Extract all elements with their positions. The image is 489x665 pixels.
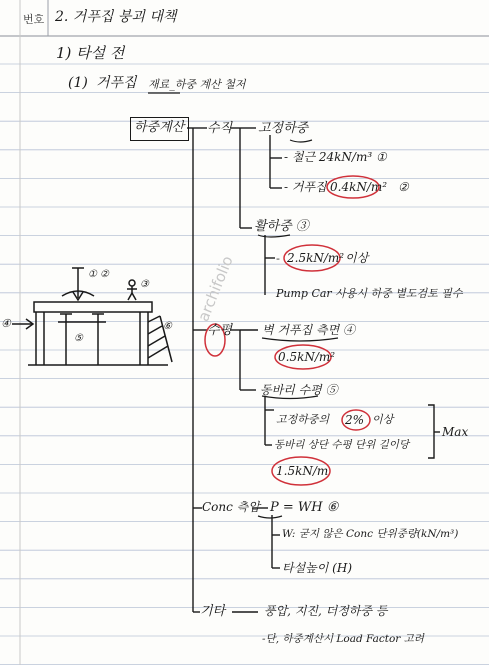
sketch-tag-1: ① bbox=[88, 269, 97, 280]
fixed-pct-pre: 고정하중의 bbox=[276, 413, 330, 426]
wall-side-value: 0.5kN/m² bbox=[278, 350, 336, 364]
root-label: 하중계산 bbox=[134, 120, 185, 135]
formwork-load-label: - 거푸집 bbox=[284, 180, 327, 194]
live-load-value: 2.5kN/m² bbox=[287, 251, 345, 265]
sketch-tag-6: ⑥ bbox=[163, 321, 172, 332]
fixed-load-label: 고정하중 bbox=[258, 121, 309, 136]
underline-wall-side bbox=[262, 338, 338, 341]
sub2-note: 재료_하중 계산 철저 bbox=[148, 78, 246, 91]
underline-formula bbox=[258, 516, 282, 518]
support-label: 동바리 수평 ⑤ bbox=[260, 383, 338, 397]
wall-side-label: 벽 거푸집 측면 ④ bbox=[262, 323, 355, 337]
fixed-pct-post: 이상 bbox=[372, 413, 394, 426]
concrete-load: - 철근 24kN/m³ ① bbox=[284, 150, 387, 164]
sub2-title: 거푸집 bbox=[96, 75, 137, 91]
live-load-label: 활하중 ③ bbox=[254, 219, 309, 234]
vertical-label: 수직 bbox=[207, 121, 233, 136]
live-load-dash: - bbox=[276, 252, 280, 265]
subsection-title: 1) 타설 전 bbox=[56, 44, 125, 62]
other-label: 기타 bbox=[200, 604, 226, 619]
formwork-load-tag: ② bbox=[398, 180, 409, 194]
sketch-tag-2: ② bbox=[100, 269, 109, 280]
slab-icon bbox=[34, 302, 152, 312]
pressure-h-definition: 타설높이 (H) bbox=[282, 561, 353, 575]
sketch-tag-5: ⑤ bbox=[74, 333, 83, 344]
sketch-tag-3: ③ bbox=[140, 279, 149, 290]
live-load-suffix: 이상 bbox=[345, 251, 369, 265]
formwork-load-value: 0.4kN/m² bbox=[330, 180, 388, 194]
watermark: archifolio bbox=[194, 253, 237, 324]
fixed-pct-value: 2% bbox=[345, 413, 365, 427]
load-factor-note: -단, 하중계산시 Load Factor 고려 bbox=[262, 633, 424, 645]
other-items: 풍압, 지진, 더정하중 등 bbox=[264, 604, 388, 618]
section-title: 2. 거푸집 붕괴 대책 bbox=[55, 9, 177, 25]
header-field-label: 번호 bbox=[23, 13, 45, 26]
max-label: Max bbox=[442, 425, 469, 439]
support-upper-load: 동바리 상단 수평 단위 길이당 bbox=[274, 439, 410, 451]
horizontal-label: 수평 bbox=[207, 323, 233, 338]
sub2-number: (1) bbox=[68, 75, 88, 91]
pressure-w-definition: W: 굳지 않은 Conc 단위중량(kN/m³) bbox=[282, 528, 459, 540]
underline-fixed-load bbox=[290, 140, 312, 142]
pressure-label: Conc 측압 bbox=[202, 500, 260, 514]
pump-car-note: Pump Car 사용시 하중 별도검토 필수 bbox=[276, 287, 463, 300]
support-upper-value: 1.5kN/m bbox=[276, 464, 329, 478]
sketch-tag-4: ④ bbox=[1, 317, 11, 330]
pressure-formula: P = WH ⑥ bbox=[270, 500, 339, 515]
